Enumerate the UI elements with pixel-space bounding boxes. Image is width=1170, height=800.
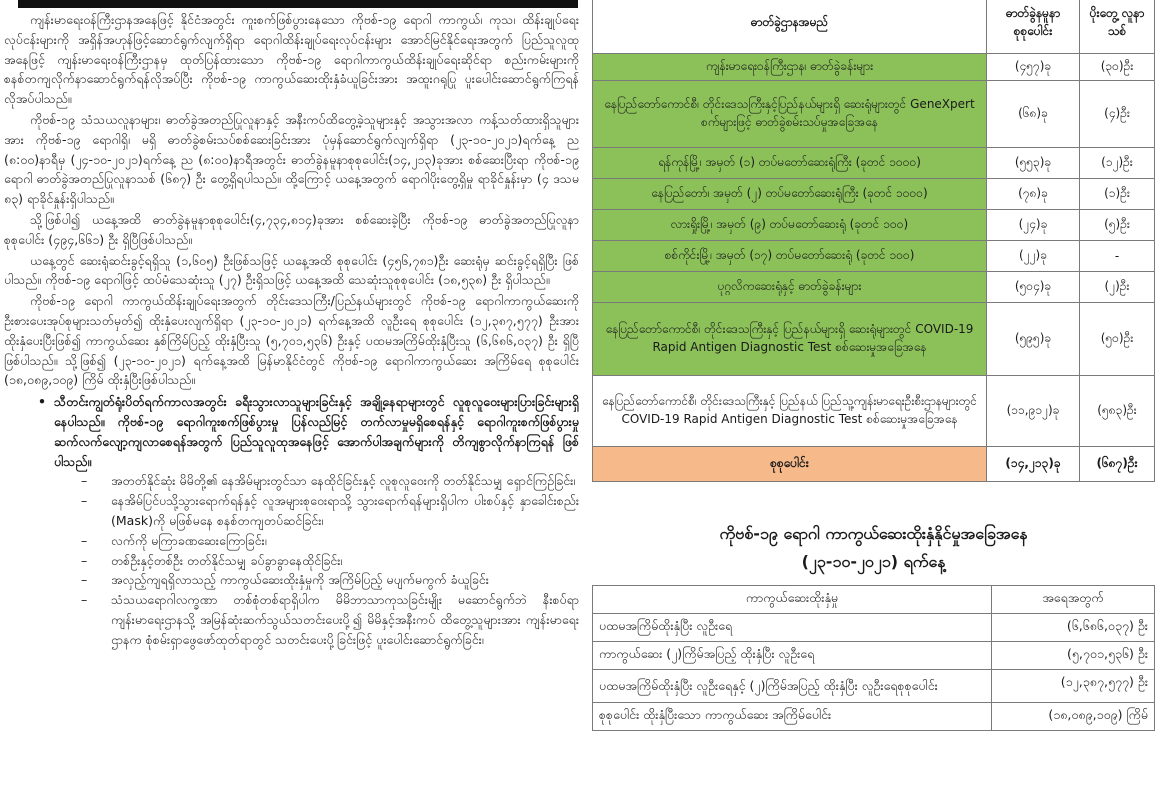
table-row <box>593 272 1155 303</box>
positive-cell: (၅၈၃)ဦး <box>1080 376 1155 447</box>
vaccination-title-line1: ကိုဗစ်-၁၉ ရောဂါ ကာကွယ်ဆေးထိုးနှံနိုင်မှုအခြေအနေ <box>719 524 1028 543</box>
positive-cell: (၂)ဦး <box>1080 272 1155 303</box>
lab-name-cell: ကျန်းမာရေးဝန်ကြီးဌာန၊ ဓာတ်ခွဲခန်းများ <box>593 54 987 81</box>
samples-cell: (၇၈)ခု <box>987 179 1080 210</box>
paragraph-4: ယနေ့တွင် ဆေးရုံဆင်းခွင့်ရရှိသူ (၁,၆၀၅) ဦးဖြစ်သဖြင့် ယနေ့အထိ စုစုပေါင်း (၄၅၆,၇၈၁)ဦး ဆေးရုံမှ ဆင်းခွင့်ရရှိပြီး ဖြစ်ပါသည်။ ကိုဗစ်-၁၉ ရောဂါဖြင့် ထပ်မံသေဆုံးသူ (၂၇) ဦးရှိသဖြင့် ယနေ့အထိ သေဆုံးသူစုစုပေါင်း (၁၈,၅၃၈) ဦး ရှိပါသည်။ <box>4 252 579 288</box>
vaccination-label: ကာကွယ်ဆေး (၂)ကြိမ်အပြည့် ထိုးနှံပြီး လူဦးရေ <box>593 642 992 670</box>
table-row <box>593 703 1155 731</box>
header-count: အရေအတွက် <box>992 586 1155 614</box>
header-vaccination: ကာကွယ်ဆေးထိုးနှံမှု <box>593 586 992 614</box>
table-row <box>593 614 1155 642</box>
total-label: စုစုပေါင်း <box>593 447 987 482</box>
lab-name-cell: လားရှိုးမြို့၊ အမှတ် (၉) တပ်မတော်ဆေးရုံ (ခုတင် ၁၀၀) <box>593 210 987 241</box>
samples-cell: (၁၁,၉၁၂)ခု <box>987 376 1080 447</box>
table-header-row <box>593 0 1155 54</box>
vaccination-value: (၁၈,၀၈၉,၁၀၉) ကြိမ် <box>992 703 1155 731</box>
lab-name-cell: နေပြည်တော်ကောင်စီ၊ တိုင်းဒေသကြီးနှင့်ပြည်နယ်များရှိ ဆေးရုံများတွင် GeneXpert စက်များဖြင့် ဓာတ်ခွဲစမ်းသပ်မှုအခြေအနေ <box>593 81 987 148</box>
sub-item: – လက်ကို မကြာခဏဆေးကြောခြင်း၊ <box>111 531 579 551</box>
article-body <box>0 10 579 650</box>
table-row <box>593 148 1155 179</box>
lab-name-cell: စစ်ကိုင်းမြို့၊ အမှတ် (၁၇) တပ်မတော်ဆေးရုံ (ခုတင် ၁၀၀) <box>593 241 987 272</box>
vaccination-label: ပထမအကြိမ်ထိုးနှံပြီး လူဦးရေ <box>593 614 992 642</box>
samples-cell: (၂၄)ခု <box>987 210 1080 241</box>
positive-cell: (၃၀)ဦး <box>1080 54 1155 81</box>
sub-item: – နေအိမ်ပြင်ပသို့သွားရောက်ရန်နှင့် လူအများစုဝေးရာသို့ သွားရောက်ရန်များရှိပါက ပါးစပ်နှင့် နှာခေါင်းစည်း (Mask)ကို မဖြစ်မနေ စနစ်တကျတပ်ဆင်ခြင်း၊ <box>111 491 579 531</box>
sub-item: – တစ်ဦးနှင့်တစ်ဦး တတ်နိုင်သမျှ ခပ်ခွာခွာနေထိုင်ခြင်း၊ <box>111 551 579 571</box>
paragraph-2: ကိုဗစ်-၁၉ သံသယလူနာများ၊ ဓာတ်ခွဲအတည်ပြုလူနာနှင့် အနီးကပ်ထိတွေ့ခဲ့သူများနှင့် အသွားအလာ ကန့်သတ်ထားရှိသူများအား ကိုဗစ်-၁၉ ရောဂါရှိ၊ မရှိ ဓာတ်ခွဲစမ်းသပ်စစ်ဆေးခြင်းအား ပုံမှန်ဆောင်ရွက်လျက်ရှိရာ (၂၃-၁၀-၂၀၂၁)ရက်နေ့ ည (၈:၀၀)နာရီမှ (၂၄-၁၀-၂၀၂၁)ရက်နေ့ ည (၈:၀၀)နာရီအတွင်း ဓာတ်ခွဲနမူနာစုစုပေါင်း(၁၄,၂၁၃)ခုအား စစ်ဆေးပြီးရာ ကိုဗစ်-၁၉ ရောဂါ ဓာတ်ခွဲအတည်ပြုလူနာသစ် (၆၈၇) ဦး တွေ့ရှိရပါသည်။ ထို့ကြောင့် ယနေ့အတွက် ရောဂါပိုးတွေ့ရှိမှု ရာခိုင်နှုန်းမှာ (၄ ဒသမ ၈၃) ရာခိုင်နှုန်းရှိပါသည်။ <box>4 111 579 207</box>
table-row <box>593 81 1155 148</box>
lab-name-cell: ပုဂ္ဂလိကဆေးရုံနှင့် ဓာတ်ခွဲခန်းများ <box>593 272 987 303</box>
vaccination-label: ပထမအကြိမ်ထိုးနှံပြီး လူဦးရေနှင့် (၂)ကြိမ်အပြည့် ထိုးနှံပြီး လူဦးရေစုစုပေါင်း <box>593 670 992 703</box>
positive-cell: (၁)ဦး <box>1080 179 1155 210</box>
lab-results-table <box>592 0 1155 482</box>
table-row <box>593 670 1155 703</box>
positive-cell: (၅)ဦး <box>1080 210 1155 241</box>
total-samples: (၁၄,၂၁၃)ခု <box>987 447 1080 482</box>
paragraph-3: သို့ဖြစ်ပါ၍ ယနေ့အထိ ဓာတ်ခွဲနမူနာစုစုပေါင်း(၄,၇၃၄,၈၁၄)ခုအား စစ်ဆေးခဲ့ပြီး ကိုဗစ်-၁၉ ဓာတ်ခွဲအတည်ပြုလူနာ စုစုပေါင်း (၄၉၄,၆၆၁) ဦး ရှိပြီဖြစ်ပါသည်။ <box>4 211 579 247</box>
table-row <box>593 210 1155 241</box>
positive-cell: (၁၂)ဦး <box>1080 148 1155 179</box>
header-samples: ဓာတ်ခွဲနမူနာ စုစုပေါင်း <box>987 0 1080 54</box>
left-column <box>0 0 580 800</box>
table-row <box>593 303 1155 376</box>
paragraph-5: ကိုဗစ်-၁၉ ရောဂါ ကာကွယ်ထိန်းချုပ်ရေးအတွက် တိုင်းဒေသကြီး/ပြည်နယ်များတွင် ကိုဗစ်-၁၉ ရောဂါကာကွယ်ဆေးကို ဦးစားပေးအုပ်စုများသတ်မှတ်၍ ထိုးနှံပေးလျက်ရှိရာ (၂၃-၁၀-၂၀၂၁) ရက်နေ့အထိ လူဦးရေ စုစုပေါင်း (၁၂,၃၈၇,၅၇၇) ဦးအား ထိုးနှံပေးပြီးဖြစ်၍ ကာကွယ်ဆေး နှစ်ကြိမ်ပြည့် ထိုးနှံပြီးသူ (၅,၇၀၁,၅၃၆) ဦးနှင့် ပထမအကြိမ်ထိုးနှံပြီးသူ (၆,၆၈၆,၀၃၇) ဦး ရှိပြီဖြစ်ပါသည်။ သို့ဖြစ်၍ (၂၃-၁၀-၂၀၂၁) ရက်နေ့အထိ မြန်မာနိုင်ငံတွင် ကိုဗစ်-၁၉ ရောဂါကာကွယ်ဆေး အကြိမ်ရေ စုစုပေါင်း (၁၈,၀၈၉,၁၀၉) ကြိမ် ထိုးနှံပြီးဖြစ်ပါသည်။ <box>4 293 579 388</box>
right-column <box>592 0 1170 800</box>
samples-cell: (၂၂)ခု <box>987 241 1080 272</box>
samples-cell: (၆၈)ခု <box>987 81 1080 148</box>
table-row <box>593 376 1155 447</box>
header-bar <box>18 0 578 8</box>
vaccination-title <box>592 520 1155 576</box>
table-row <box>593 241 1155 272</box>
lab-name-cell: နေပြည်တော်၊ အမှတ် (၂) တပ်မတော်ဆေးရုံကြီး (ခုတင် ၁၀၀၀) <box>593 179 987 210</box>
sub-item: – အတတ်နိုင်ဆုံး မိမိတို့၏ နေအိမ်များတွင်သာ နေထိုင်ခြင်းနှင့် လူစုလူဝေးကို တတ်နိုင်သမျှ ရှောင်ကြဉ်ခြင်း၊ <box>111 471 579 491</box>
vaccination-value: (၅,၇၀၁,၅၃၆) ဦး <box>992 642 1155 670</box>
lab-name-cell: နေပြည်တော်ကောင်စီ၊ တိုင်းဒေသကြီးနှင့် ပြည်နယ်များရှိ ဆေးရုံများတွင် COVID-19 Rapid Antigen Diagnostic Test စစ်ဆေးမှုအခြေအနေ <box>593 303 987 376</box>
positive-cell: (၅၀)ဦး <box>1080 303 1155 376</box>
positive-cell: - <box>1080 241 1155 272</box>
bullet-item: • သီတင်းကျွတ်ရုံးပိတ်ရက်ကာလအတွင်း ခရီးသွားလာသူများခြင်းနှင့် အချို့နေရာများတွင် လူစုလူဝေးများပြားခြင်းများရှိနေပါသည်။ ကိုဗစ်-၁၉ ရောဂါကူးစက်ဖြစ်ပွားမှု ပြန်လည်မြင့် တက်လာမှုမရှိစေရန်နှင့် ရောဂါကူးစက်ဖြစ်ပွားမှု ဆက်လက်လျော့ကျလာစေရန်အတွက် ပြည်သူလူထုအနေဖြင့် အောက်ပါအချက်များကို တိကျစွာလိုက်နာကြရန် ဖြစ်ပါသည်။ <box>54 392 579 471</box>
samples-cell: (၅၀၄)ခု <box>987 272 1080 303</box>
vaccination-value: (၆,၆၈၆,၀၃၇) ဦး <box>992 614 1155 642</box>
total-row <box>593 447 1155 482</box>
positive-cell: (၄)ဦး <box>1080 81 1155 148</box>
samples-cell: (၅၉၅)ခု <box>987 303 1080 376</box>
samples-cell: (၅၅၃)ခု <box>987 148 1080 179</box>
paragraph-1: ကျန်းမာရေးဝန်ကြီးဌာနအနေဖြင့် နိုင်ငံအတွင်း ကူးစက်ဖြစ်ပွားနေသော ကိုဗစ်-၁၉ ရောဂါ ကာကွယ်၊ ကုသ၊ ထိန်းချုပ်ရေးလုပ်ငန်းများကို အရှိန်အဟုန်ဖြင့်ဆောင်ရွက်လျက်ရှိရာ ရောဂါထိန်းချုပ်ရေးလုပ်ငန်းများ အောင်မြင်နိုင်ရေးအတွက် ပြည်သူလူထုအနေဖြင့် ကျန်းမာရေးဝန်ကြီးဌာနမှ ထုတ်ပြန်ထားသော ကိုဗစ်-၁၉ ရောဂါကာကွယ်ထိန်းချုပ်ရေးဆိုင်ရာ စည်းကမ်းများကို စနစ်တကျလိုက်နာဆောင်ရွက်ရန်လိုအပ်ပြီး ကိုဗစ်-၁၉ ကာကွယ်ဆေးထိုးနှံခံယူခြင်းအား အထူးဂရုပြု ပူးပေါင်းဆောင်ရွက်ကြရန် လိုအပ်ပါသည်။ <box>4 12 579 107</box>
sub-item: – သံသယရောဂါလက္ခဏာ တစ်စုံတစ်ရာရှိပါက မိမိဘာသာကုသခြင်းမျိုး မဆောင်ရွက်ဘဲ နီးစပ်ရာကျန်းမာရေးဌာနသို့ အမြန်ဆုံးဆက်သွယ်သတင်းပေးပို့၍ မိမိနှင့်အနီးကပ် ထိတွေ့သူများအား ကျန်းမာရေးဌာနက စုံစမ်းရှာဖွေဖော်ထုတ်ရာတွင် သတင်းပေးပို့ခြင်းဖြင့် ပူးပေါင်းဆောင်ရွက်ခြင်း၊ <box>111 590 579 649</box>
table-header-row <box>593 586 1155 614</box>
vaccination-label: စုစုပေါင်း ထိုးနှံပြီးသော ကာကွယ်ဆေး အကြိမ်ပေါင်း <box>593 703 992 731</box>
sub-item: – အလှည့်ကျရရှိလာသည့် ကာကွယ်ဆေးထိုးနှံမှုကို အကြိမ်ပြည့် မပျက်မကွက် ခံယူခြင်း <box>111 570 579 590</box>
table-row <box>593 642 1155 670</box>
vaccination-value: (၁၂,၃၈၇,၅၇၇) ဦး <box>992 670 1155 703</box>
samples-cell: (၄၅၇)ခု <box>987 54 1080 81</box>
lab-name-cell: နေပြည်တော်ကောင်စီ၊ တိုင်းဒေသကြီးနှင့် ပြည်နယ် ပြည်သူ့ကျန်းမာရေးဦးစီးဌာနများတွင် COVID-19 Rapid Antigen Diagnostic Test စစ်ဆေးမှုအခြေအနေ <box>593 376 987 447</box>
table-row <box>593 179 1155 210</box>
table-row <box>593 54 1155 81</box>
header-positive: ပိုးတွေ့ လူနာသစ် <box>1080 0 1155 54</box>
vaccination-table <box>592 585 1155 731</box>
total-positive: (၆၈၇)ဦး <box>1080 447 1155 482</box>
header-lab-name: ဓာတ်ခွဲဌာနအမည် <box>593 0 987 54</box>
vaccination-title-line2: (၂၃-၁၀-၂၀၂၁) ရက်နေ့ <box>801 552 946 571</box>
lab-name-cell: ရန်ကုန်မြို့၊ အမှတ် (၁) တပ်မတော်ဆေးရုံကြီး (ခုတင် ၁၀၀၀) <box>593 148 987 179</box>
